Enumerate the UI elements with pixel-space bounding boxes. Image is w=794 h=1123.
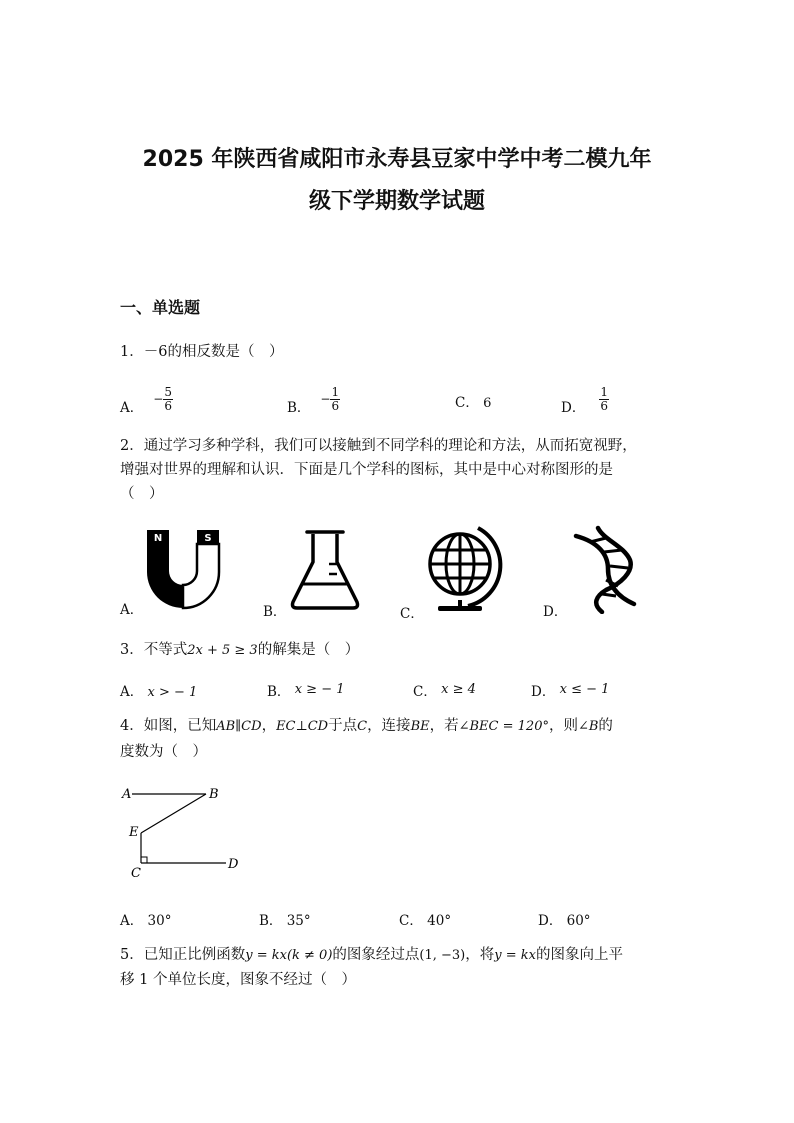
fraction (163, 386, 173, 413)
option-value: x > − 1 (147, 685, 198, 700)
text: 的图象向上平 (535, 947, 623, 963)
q1-option-d (561, 382, 609, 416)
q1-option-c (455, 391, 491, 411)
option-value: 6 (483, 396, 492, 411)
option-label: A． (120, 684, 144, 700)
point-e-label: E (129, 825, 139, 840)
question-5-line1 (120, 944, 623, 967)
option-value: 30° (147, 913, 172, 929)
minus-sign: − (153, 392, 164, 406)
math-point-c: C (357, 719, 368, 734)
math-segment-be: BE (410, 719, 430, 734)
text: ，则 (548, 718, 578, 734)
text: 4．如图，已知 (120, 718, 217, 734)
flask-icon (285, 526, 365, 612)
math-point: (1, −3) (419, 948, 466, 963)
document-title-line1: 2025 年陕西省咸阳市永寿县豆家中学中考二模九年 (142, 147, 652, 172)
option-label: C． (413, 684, 437, 700)
option-value: x ≥ 4 (441, 682, 476, 697)
text: 于点 (328, 718, 358, 734)
question-2-line1: 2．通过学习多种学科，我们可以接触到不同学科的理论和方法，从而拓宽视野， (120, 438, 637, 454)
text: 的 (598, 718, 613, 734)
option-label: B． (259, 913, 283, 929)
question-5-line2: 移 1 个单位长度，图象不经过（ ） (120, 972, 356, 988)
text: ， (261, 718, 277, 734)
option-value: x ≥ − 1 (294, 682, 345, 697)
question-1-stem: 1．－6的相反数是（ ） (120, 344, 284, 360)
question-4-line2: 度数为（ ） (120, 744, 207, 760)
stem-prefix: 3．不等式 (120, 642, 188, 658)
stem-suffix: 的解集是（ ） (257, 642, 360, 658)
point-a-label: A (122, 787, 132, 802)
question-2-line2: 增强对世界的理解和认识．下面是几个学科的图标，其中是中心对称图形的是 (120, 462, 613, 478)
geometry-figure (114, 782, 248, 882)
numerator: 1 (600, 384, 608, 399)
text: 5．已知正比例函数 (120, 947, 246, 963)
option-label: D． (538, 913, 563, 929)
q1-option-b (287, 382, 340, 416)
q2-option-b-label: B． (263, 604, 287, 620)
document-title-line2: 级下学期数学试题 (308, 189, 485, 214)
point-c-label: C (131, 866, 141, 881)
q3-option-d (531, 680, 609, 700)
option-value: 35° (286, 913, 311, 929)
option-label: C． (399, 913, 423, 929)
q2-option-c-label: C． (400, 606, 424, 622)
fraction (330, 386, 340, 413)
math-parallel: AB∥CD (216, 719, 262, 734)
q4-option-d (538, 909, 591, 929)
question-4-line1 (120, 715, 613, 738)
math-perpendicular: EC⊥CD (276, 719, 329, 734)
magnet-icon (143, 528, 223, 610)
option-label: A． (120, 400, 144, 416)
section-heading: 一、单选题 (120, 298, 201, 317)
option-label: B． (267, 684, 291, 700)
denominator: 6 (164, 398, 172, 413)
option-label: B． (287, 400, 311, 416)
magnet-n-label: N (153, 533, 163, 544)
question-2-line3: （ ） (120, 486, 164, 502)
math-function-short: y = kx (494, 948, 536, 963)
magnet-s-label: S (204, 533, 212, 544)
q4-option-a (120, 909, 171, 929)
numerator: 1 (331, 384, 340, 399)
numerator: 5 (164, 384, 172, 399)
globe-icon (420, 522, 504, 614)
minus-sign: − (320, 392, 331, 406)
question-3-stem (120, 639, 359, 662)
math-angle-bec: ∠BEC = 120° (458, 719, 549, 734)
point-d-label: D (228, 857, 239, 872)
inequality-expression: 2x + 5 ≥ 3 (187, 643, 258, 658)
q3-option-a (120, 680, 197, 700)
option-label: C． (455, 395, 479, 411)
option-label: D． (531, 684, 556, 700)
q3-option-b (267, 680, 345, 700)
q4-option-c (399, 909, 451, 929)
text: ，若 (429, 718, 459, 734)
q1-option-a (120, 382, 173, 416)
q2-option-d-label: D． (543, 604, 568, 620)
q3-option-c (413, 680, 476, 700)
fraction (599, 386, 609, 413)
text: ，将 (465, 947, 495, 963)
denominator: 6 (331, 398, 340, 413)
option-value: 40° (427, 913, 452, 929)
math-angle-b: ∠B (577, 719, 599, 734)
denominator: 6 (600, 398, 608, 413)
dna-icon (568, 524, 642, 614)
q2-option-a-label: A． (120, 602, 144, 618)
option-value: x ≤ − 1 (559, 682, 610, 697)
option-value: 60° (566, 913, 591, 929)
option-label: D． (561, 400, 586, 416)
text: ，连接 (367, 718, 411, 734)
option-label: A． (120, 913, 144, 929)
point-b-label: B (209, 787, 219, 802)
math-function: y = kx(k ≠ 0) (245, 948, 333, 963)
text: 的图象经过点 (332, 947, 420, 963)
q4-option-b (259, 909, 311, 929)
